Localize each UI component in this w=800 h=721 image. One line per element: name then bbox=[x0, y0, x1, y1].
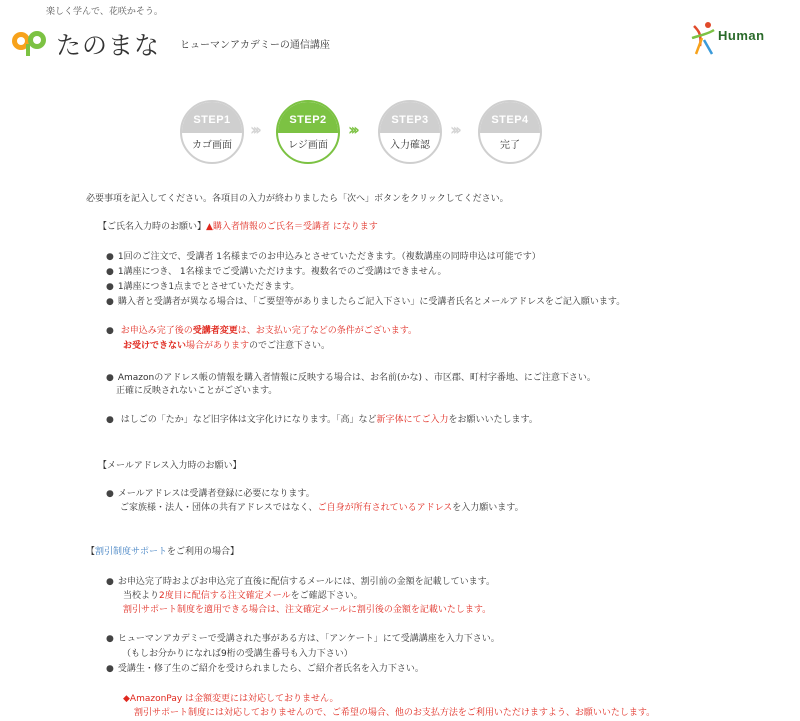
list-item-continuation bbox=[123, 340, 330, 352]
page-header bbox=[0, 0, 800, 62]
text-segment: ご家族様・法人・団体の共有アドレスではなく、 bbox=[120, 503, 318, 513]
name-section-heading bbox=[98, 221, 378, 233]
list-item: ● お申込完了時およびお申込完了直後に配信するメールには、割引前の金額を記載しています。 bbox=[106, 576, 495, 588]
text-segment: ご自身が所有されているアドレス bbox=[317, 503, 453, 513]
list-item bbox=[106, 414, 538, 426]
list-item: ● 1回のご注文で、受講者 1名様までのお申込みとさせていただきます。（複数講座の同時申込は可能です） bbox=[106, 251, 541, 263]
chevron-right-icon: ››› bbox=[250, 120, 258, 139]
discount-support-link[interactable]: 割引制度サポート bbox=[95, 547, 168, 557]
text-segment: 受講者変更 bbox=[192, 326, 238, 336]
list-item: ● 1講座につき1点までとさせていただきます。 bbox=[106, 281, 299, 293]
human-brand-text: Human bbox=[718, 28, 765, 43]
step-title: 入力確認 bbox=[390, 140, 430, 151]
step-4-complete bbox=[478, 100, 542, 164]
text-segment: お受けできない bbox=[123, 341, 187, 351]
discount-section-heading bbox=[86, 546, 239, 558]
amazonpay-warning: ◆AmazonPay は金額変更には対応しておりません。 bbox=[123, 694, 339, 704]
heading-text: 【ご氏名入力時のお願い】 bbox=[98, 222, 207, 232]
step-label: STEP4 bbox=[480, 102, 540, 133]
list-item-continuation bbox=[120, 502, 524, 514]
text-segment: はしごの「たか」など旧字体は文字化けになります。「高」など bbox=[120, 415, 377, 425]
list-item-continuation bbox=[123, 590, 363, 602]
step-label: STEP2 bbox=[278, 102, 338, 133]
step-2-checkout bbox=[276, 100, 340, 164]
step-title: レジ画面 bbox=[288, 140, 328, 151]
logo-subtitle: ヒューマンアカデミーの通信講座 bbox=[180, 40, 330, 51]
list-item: ● 1講座につき、 1名様までご受講いただけます。複数名でのご受講はできません。 bbox=[106, 266, 446, 278]
logo-text[interactable]: たのまな bbox=[56, 31, 161, 60]
chevron-right-icon: ››› bbox=[348, 120, 356, 139]
chevron-right-icon: ››› bbox=[450, 120, 458, 139]
text-segment: 新字体にてご入力 bbox=[376, 415, 449, 425]
step-title: 完了 bbox=[500, 140, 520, 151]
list-item: ● ヒューマンアカデミーで受講された事がある方は、「アンケート」にて受講講座を入力下さい。 bbox=[106, 633, 500, 645]
text-segment: をお願いいたします。 bbox=[448, 415, 538, 425]
heading-warning: ▲購入者情報のご氏名＝受講者 になります bbox=[206, 222, 378, 232]
text-segment: は、お支払い完了などの条件がございます。 bbox=[237, 326, 418, 336]
intro-text: 必要事項を記入してください。各項目の入力が終わりましたら「次へ」ボタンをクリックしてください。 bbox=[86, 194, 509, 204]
tanomana-logo-icon[interactable] bbox=[10, 24, 50, 56]
step-label: STEP3 bbox=[380, 102, 440, 133]
tagline: 楽しく学んで、花咲かそう。 bbox=[46, 7, 163, 17]
amazonpay-warning-detail: 割引サポート制度には対応しておりませんので、ご希望の場合、他のお支払方法をご利用いただけますよう、お願いいたします。 bbox=[134, 708, 656, 718]
text-segment: 当校より bbox=[123, 591, 160, 601]
mail-section-heading: 【メールアドレス入力時のお願い】 bbox=[98, 461, 242, 471]
text-segment: をご利用の場合】 bbox=[167, 547, 240, 557]
step-3-confirm bbox=[378, 100, 442, 164]
text-segment: をご確認下さい。 bbox=[290, 591, 363, 601]
list-item: ● 受講生・修了生のご紹介を受けられましたら、ご紹介者氏名を入力下さい。 bbox=[106, 663, 424, 675]
step-title: カゴ画面 bbox=[192, 140, 232, 151]
step-1-cart bbox=[180, 100, 244, 164]
text-segment: 場合があります bbox=[186, 341, 250, 351]
checkout-steps bbox=[180, 100, 560, 170]
list-item: ● Amazonのアドレス帳の情報を購入者情報に反映する場合は、お名前(かな) 、市区郡、町村字番地、にご注意下さい。 bbox=[106, 372, 596, 384]
list-item-continuation: 割引サポート制度を適用できる場合は、注文確定メールに割引後の金額を記載いたします。 bbox=[123, 605, 492, 615]
list-item: ● 購入者と受講者が異なる場合は、「ご要望等がありましたらご記入下さい」に受講者氏名とメールアドレスをご記入願います。 bbox=[106, 296, 625, 308]
step-label: STEP1 bbox=[182, 102, 242, 133]
text-segment: を入力願います。 bbox=[452, 503, 524, 513]
text-segment: のでご注意下さい。 bbox=[249, 341, 331, 351]
text-segment: お申込み完了後の bbox=[120, 326, 193, 336]
text-segment: 2度目に配信する注文確定メール bbox=[159, 591, 291, 601]
list-item-continuation: 正確に反映されないことがございます。 bbox=[116, 386, 278, 396]
list-item: ● メールアドレスは受講者登録に必要になります。 bbox=[106, 488, 315, 500]
list-item-continuation: （もしお分かりになれば9桁の受講生番号も入力下さい） bbox=[122, 649, 353, 659]
text-segment: 【 bbox=[86, 547, 96, 557]
list-item bbox=[106, 325, 417, 337]
